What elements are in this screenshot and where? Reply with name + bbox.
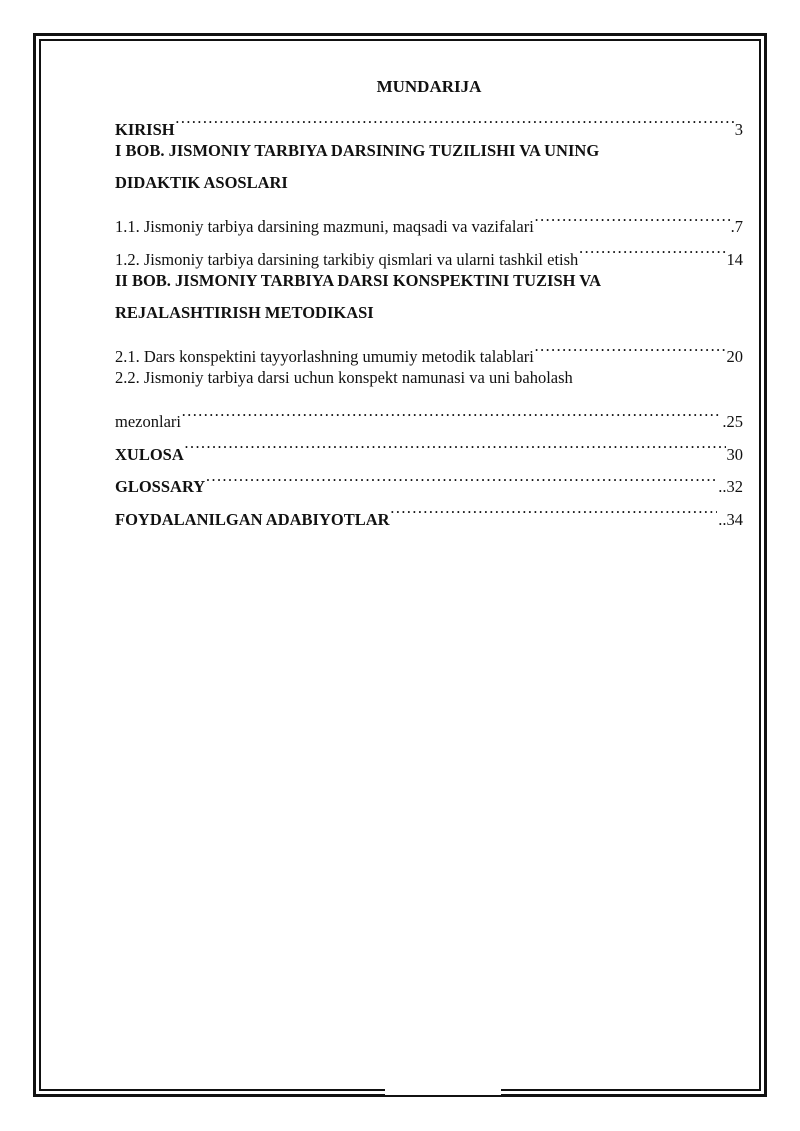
toc-entry-kirish <box>115 102 743 139</box>
toc-entry-label: XULOSA <box>115 444 184 464</box>
toc-entry-xulosa <box>115 427 743 464</box>
dot-leader <box>578 232 725 265</box>
toc-entry-label: FOYDALANILGAN ADABIYOTLAR <box>115 509 390 529</box>
toc-page-number: 3 <box>734 119 743 139</box>
dot-leader <box>181 395 721 428</box>
bottom-border-gap <box>385 1088 501 1100</box>
toc-entry-label: GLOSSARY <box>115 477 206 496</box>
toc-entry-2-2 <box>115 395 743 431</box>
toc-entry-label: mezonlari <box>115 412 181 431</box>
toc-entry-label: 2.1. Dars konspektini tayyorlashning umumiy metodik talablari <box>115 347 534 366</box>
toc-page-number: .7 <box>730 217 743 236</box>
toc-page-number: ..34 <box>718 509 743 529</box>
dot-leader <box>534 200 730 233</box>
dot-leader <box>390 492 718 525</box>
chapter-2-heading-line-1: II BOB. JISMONIY TARBIYA DARSI KONSPEKTINI TUZISH VA <box>115 270 601 290</box>
toc-entry-2-2-line-1: 2.2. Jismoniy tarbiya darsi uchun konspekt namunasi va uni baholash <box>115 368 573 387</box>
toc-entry-label: KIRISH <box>115 119 175 139</box>
table-of-contents <box>115 72 743 529</box>
toc-entry-glossary <box>115 460 743 496</box>
dot-leader <box>175 102 734 135</box>
toc-page-number: 20 <box>726 347 743 366</box>
toc-page-number: ..32 <box>718 477 743 496</box>
chapter-1-heading-line-2: DIDAKTIK ASOSLARI <box>115 173 288 192</box>
toc-entry-label: 1.1. Jismoniy tarbiya darsining mazmuni, maqsadi va vazifalari <box>115 217 534 236</box>
dot-leader <box>184 427 726 460</box>
dot-leader <box>205 460 717 493</box>
toc-title: MUNDARIJA <box>376 77 482 96</box>
chapter-1-heading-line-1: I BOB. JISMONIY TARBIYA DARSINING TUZILISHI VA UNING <box>115 140 600 160</box>
toc-page-number: 14 <box>726 249 743 269</box>
toc-page-number: 30 <box>726 444 743 464</box>
chapter-2-heading-line-2: REJALASHTIRISH METODIKASI <box>115 303 374 322</box>
toc-entry-1-1 <box>115 200 743 236</box>
bottom-border-segment <box>385 1095 501 1097</box>
toc-entry-adabiyotlar <box>115 492 743 529</box>
toc-page-number: .25 <box>722 412 743 431</box>
dot-leader <box>534 330 726 363</box>
toc-entry-2-1 <box>115 330 743 366</box>
toc-entry-label: 1.2. Jismoniy tarbiya darsining tarkibiy qismlari va ularni tashkil etish <box>115 249 579 269</box>
